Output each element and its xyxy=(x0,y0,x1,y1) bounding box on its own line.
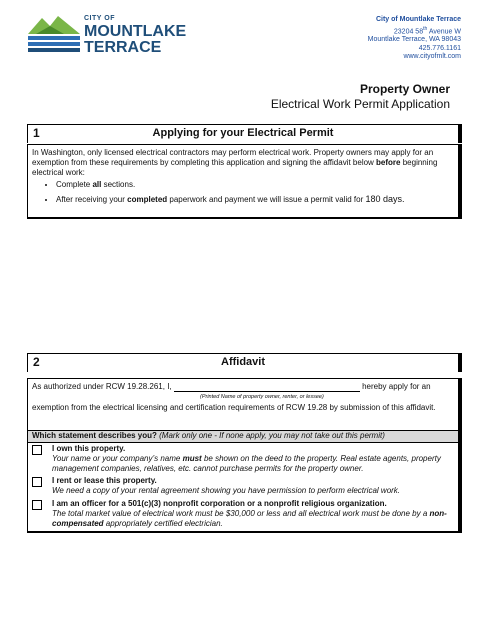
affidavit-line1: As authorized under RCW 19.28.261, I, hereby apply for an xyxy=(32,382,431,391)
nonprofit-checkbox[interactable] xyxy=(32,500,42,510)
option-heading: I own this property. xyxy=(52,444,126,453)
document-title xyxy=(271,82,450,112)
section2-title: Affidavit xyxy=(221,356,265,368)
contact-phone: 425.776.1161 xyxy=(418,44,461,52)
section2-header xyxy=(27,353,462,372)
printed-name-field[interactable] xyxy=(174,383,360,392)
section1-title: Applying for your Electrical Permit xyxy=(152,127,334,139)
list-item: • After receiving your completed paperwork and payment we will issue a permit valid for 180 days. xyxy=(56,194,458,205)
section1-intro: In Washington, only licensed electrical contractors may perform electrical work. Property owners may apply for an exemption from these requirements by completing this application and signing the affidavit below before beginning electrical work: xyxy=(32,148,438,177)
contact-city: Mountlake Terrace, WA 98043 xyxy=(367,36,461,44)
city-logo xyxy=(28,14,188,66)
option-description: The total market value of electrical work must be $30,000 or less and all electrical work must be done by a non-compensated appropriately certified electrician. xyxy=(52,509,447,528)
option-heading: I am an officer for a 501(c)(3) nonprofit corporation or a nonprofit religious organization. xyxy=(52,499,387,508)
logo-name-line1: MOUNTLAKE xyxy=(84,23,187,40)
section2-number: 2 xyxy=(33,355,40,369)
own-checkbox[interactable] xyxy=(32,445,42,455)
title-line1: Property Owner xyxy=(359,82,450,96)
affidavit-line2: exemption from the electrical licensing and certification requirements of RCW 19.28 by submission of this affidavit. xyxy=(32,403,436,412)
contact-street: 23204 58th Avenue W xyxy=(393,25,461,35)
contact-block xyxy=(368,16,461,62)
title-line2: Electrical Work Permit Application xyxy=(270,97,450,111)
rent-checkbox[interactable] xyxy=(32,477,42,487)
printed-name-label: (Printed Name of property owner, renter, or lessee) xyxy=(200,394,324,400)
section1-list xyxy=(28,180,458,205)
option-description: We need a copy of your rental agreement showing you have permission to perform electrical work. xyxy=(52,486,401,495)
section2-body xyxy=(27,378,462,533)
option-nonprofit xyxy=(32,499,452,529)
option-heading: I rent or lease this property. xyxy=(52,476,157,485)
option-own-property xyxy=(32,444,452,474)
section1-header xyxy=(27,124,462,143)
option-description: Your name or your company’s name must be shown on the deed to the property. Real estate agents, property management companies, relatives, etc. cannot purchase permits for the property owner. xyxy=(52,454,441,473)
mountain-logo-icon xyxy=(28,14,80,56)
contact-org: City of Mountlake Terrace xyxy=(375,16,461,23)
list-item: • Complete all sections. xyxy=(56,180,458,190)
option-rent-lease xyxy=(32,476,452,496)
logo-city-of: CITY OF xyxy=(84,15,115,22)
contact-web[interactable]: www.cityofmlt.com xyxy=(403,53,461,61)
logo-name-line2: TERRACE xyxy=(84,39,162,56)
section1-body xyxy=(27,144,462,219)
section1-number: 1 xyxy=(33,126,40,140)
which-statement-bar: Which statement describes you? (Mark only one - If none apply, you may not take out this permit) xyxy=(28,430,458,443)
